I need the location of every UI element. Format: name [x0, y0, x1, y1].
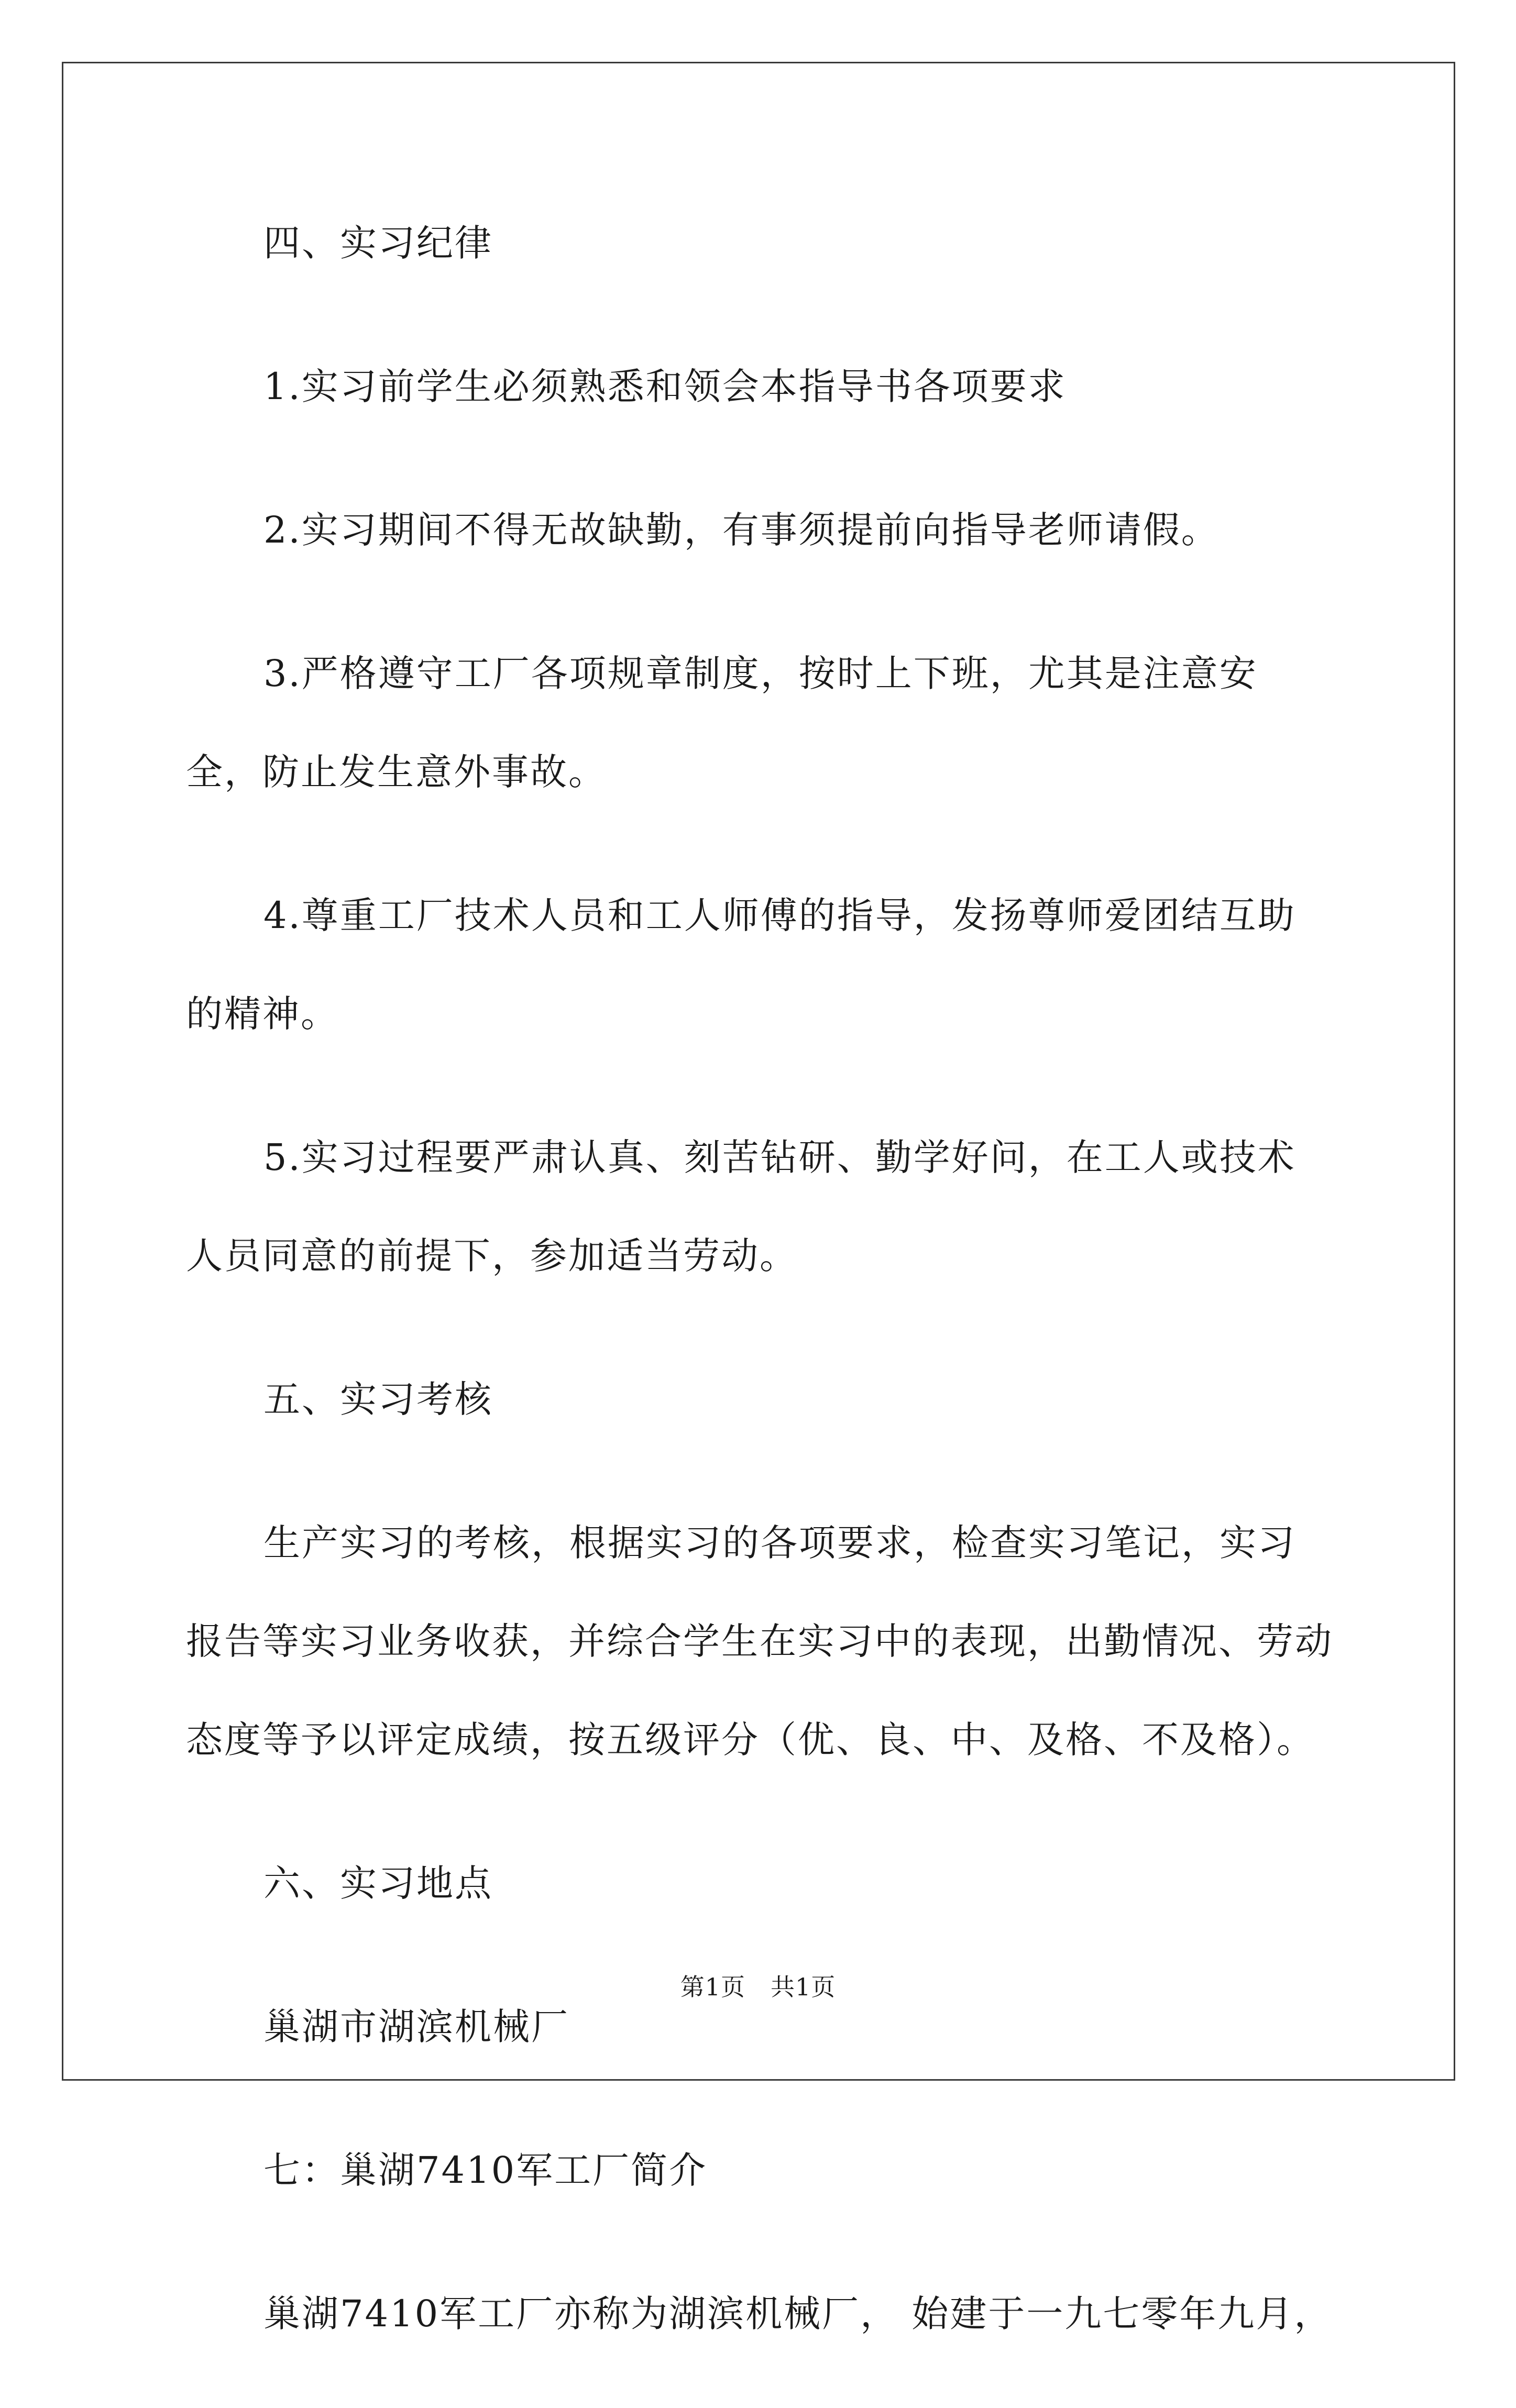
document-body — [186, 194, 1333, 2408]
paragraph-discipline-4: 4.尊重工厂技术人员和工人师傅的指导，发扬尊师爱团结互助的精神。 — [186, 894, 1296, 1035]
section-heading-factory-intro: 七：巢湖7410军工厂简介 — [263, 2149, 708, 2192]
paragraph-discipline-3: 3.严格遵守工厂各项规章制度，按时上下班，尤其是注意安全，防止发生意外事故。 — [186, 652, 1258, 793]
page-total: 共1页 — [771, 1973, 836, 2001]
page-footer — [0, 1968, 1516, 2003]
paragraph-location: 巢湖市湖滨机械厂 — [263, 2005, 569, 2048]
paragraph-discipline-1: 1.实习前学生必须熟悉和领会本指导书各项要求 — [263, 365, 1067, 408]
section-heading-discipline: 四、实习纪律 — [263, 222, 493, 264]
section-heading-location: 六、实习地点 — [263, 1862, 493, 1905]
paragraph-factory-intro: 巢湖7410军工厂亦称为湖滨机械厂， 始建于一九七零年九月， — [263, 2292, 1333, 2335]
page-number: 第1页 — [680, 1973, 745, 2001]
paragraph-discipline-2: 2.实习期间不得无故缺勤，有事须提前向指导老师请假。 — [263, 509, 1220, 551]
section-heading-assessment: 五、实习考核 — [263, 1378, 493, 1421]
paragraph-discipline-5: 5.实习过程要严肃认真、刻苦钻研、勤学好问，在工人或技术人员同意的前提下，参加适当劳动。 — [186, 1136, 1296, 1277]
paragraph-assessment: 生产实习的考核，根据实习的各项要求，检查实习笔记，实习报告等实习业务收获，并综合学生在实习中的表现，出勤情况、劳动态度等予以评定成绩，按五级评分（优、良、中、及格、不及格）。 — [186, 1521, 1333, 1761]
